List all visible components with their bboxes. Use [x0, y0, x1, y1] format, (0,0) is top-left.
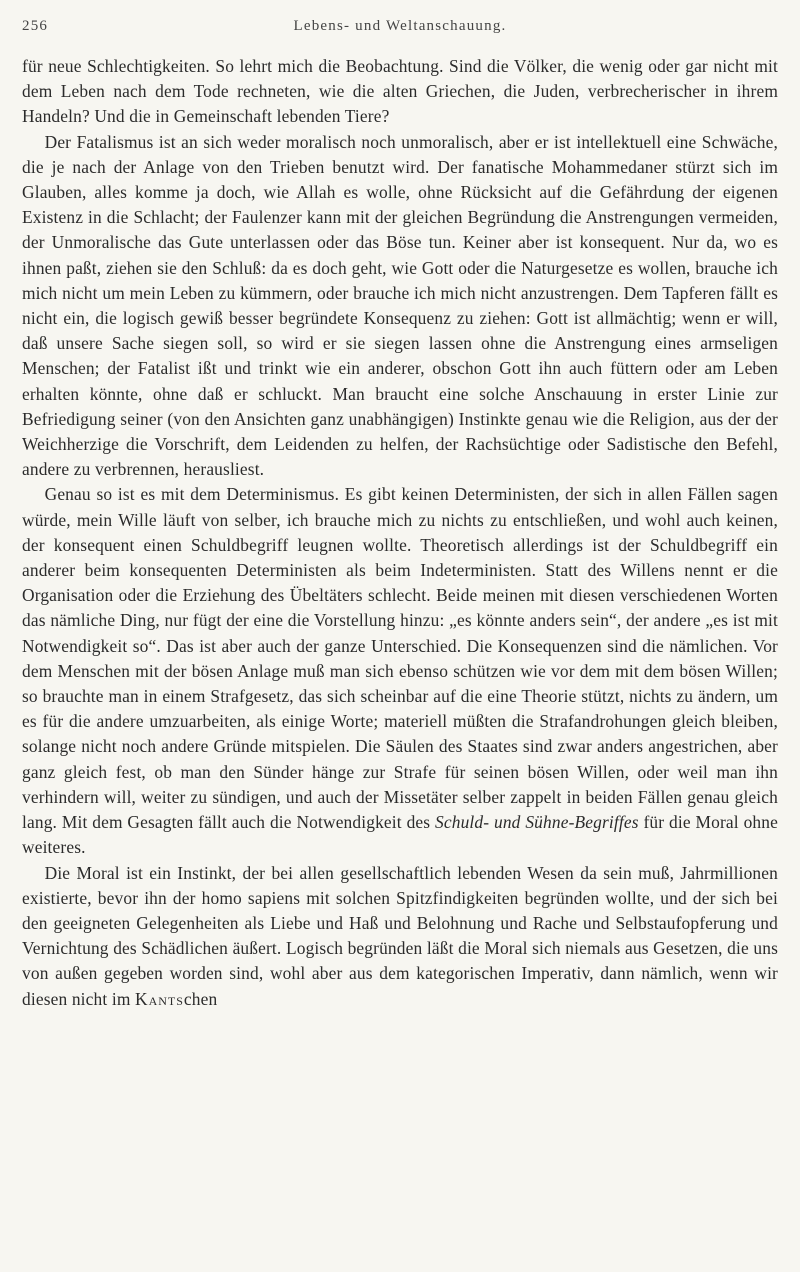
running-title: Lebens- und Weltanschauung. [293, 18, 507, 34]
page-number: 256 [22, 18, 49, 34]
paragraph [22, 130, 778, 483]
emphasized-text: Schuld- und Sühne-Begriffes [435, 812, 639, 833]
paragraph [22, 861, 778, 1012]
text-run: für die Moral ohne weiteres. [22, 812, 778, 858]
paragraph [22, 482, 778, 860]
text-run: für neue Schlechtigkeiten. So lehrt mich die Beobachtung. Sind die Völker, die wenig oder gar nicht mit dem Leben nach dem Tode rechneten, wie die alten Griechen, die Juden, verbrecherischer in ihrem Handeln? Und die in Gemeinschaft lebenden Tiere? [22, 56, 778, 127]
body-text [22, 54, 778, 1012]
text-run: Die Moral ist ein Instinkt, der bei allen gesellschaftlich lebenden Wesen da sein muß, Jahrmillionen existierte, bevor ihn der homo sapiens mit solchen Spitzfindigkeiten begründen wollte, und der sich bei den geeigneten Gelegenheiten als Liebe und Haß und Belohnung und Rache und Selbstaufopferung und Vernichtung des Schädlichen äußert. Logisch begründen läßt die Moral sich niemals aus Gesetzen, die uns von außen gegeben worden sind, wohl aber aus dem kategorischen Imperativ, dann nämlich, wenn wir diesen nicht im [22, 862, 778, 1009]
small-caps-text: Kants [135, 988, 184, 1009]
running-head [22, 18, 778, 35]
paragraph [22, 54, 778, 130]
text-run: Der Fatalismus ist an sich weder moralisch noch unmoralisch, aber er ist intellektuell eine Schwäche, die je nach der Anlage von den Trieben benutzt wird. Der fanatische Mohammedaner stürzt sich im Glauben, alles komme ja doch, wie Allah es wolle, ohne Rücksicht auf die Gefährdung der eigenen Existenz in die Schlacht; der Faulenzer kann mit der gleichen Begründung die Anstrengungen vermeiden, der Unmoralische das Gute unterlassen oder das Böse tun. Keiner aber ist konsequent. Nur da, wo es ihnen paßt, ziehen sie den Schluß: da es doch geht, wie Gott oder die Naturgesetze es wollen, brauche ich mich nicht um mein Leben zu kümmern, oder brauche ich mich nicht anzustrengen. Dem Tapferen fällt es nicht ein, die logisch gewiß besser begründete Konsequenz zu ziehen: Gott ist allmächtig; wenn er will, daß unsere Sache siegen soll, so wird er sie siegen lassen ohne die Anstrengung eines armseligen Menschen; der Fatalist ißt und trinkt wie ein anderer, obschon Gott ihn auch füttern oder am Leben erhalten könnte, ohne daß er schluckt. Man braucht eine solche Anschauung in erster Linie zur Befriedigung seiner (von den Ansichten ganz unabhängigen) Instinkte genau wie die Religion, aus der der Weichherzige die Vorschrift, dem Leidenden zu helfen, der Rachsüchtige oder Sadistische den Befehl, andere zu verbrennen, herausliest. [22, 131, 778, 480]
text-run: chen [183, 988, 218, 1009]
text-run: Genau so ist es mit dem Determinismus. Es gibt keinen Deterministen, der sich in allen Fällen sagen würde, mein Wille läuft von selber, ich brauche mich zu nichts zu entschließen, und wohl auch keinen, der konsequent einen Schuldbegriff leugnen wollte. Theoretisch allerdings ist der Schuldbegriff ein anderer beim konsequenten Deterministen als beim Indeterministen. Statt des Willens nennt er die Organisation oder die Erziehung des Übeltäters schlecht. Beide meinen mit diesen verschiedenen Worten das nämliche Ding, nur fügt der eine die Vorstellung hinzu: „es könnte anders sein“, der andere „es ist mit Notwendigkeit so“. Das ist aber auch der ganze Unterschied. Die Konsequenzen sind die nämlichen. Vor dem Menschen mit der bösen Anlage muß man sich ebenso schützen wie vor dem mit dem bösen Willen; so brauchte man in einem Strafgesetz, das sich scheinbar auf die eine Theorie stützt, nichts zu ändern, um es für die andere umzuarbeiten, als einige Worte; materiell müßten die Strafandrohungen gleich bleiben, solange nicht noch andere Gründe mitspielen. Die Säulen des Staates sind zwar anders angestrichen, aber ganz gleich fest, ob man den Sünder hänge zur Strafe für seinen bösen Willen, oder weil man ihn verhindern will, weiter zu sündigen, und auch der Missetäter selber zappelt in beiden Fällen genau gleich lang. Mit dem Gesagten fällt auch die Notwendigkeit des [22, 484, 778, 833]
